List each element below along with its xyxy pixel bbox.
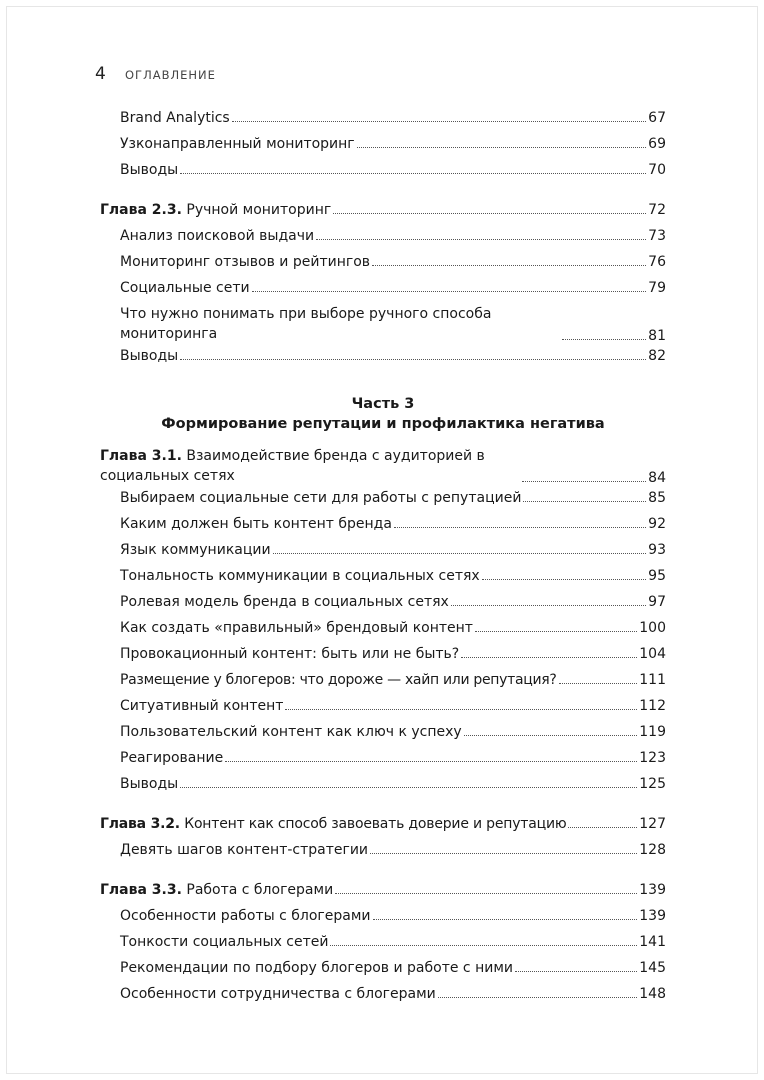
toc-entry-page: 85: [648, 490, 666, 506]
toc-entry-page: 139: [639, 882, 666, 898]
toc-entry[interactable]: [120, 620, 666, 640]
toc-entry-title: Девять шагов контент-стратегии: [120, 842, 369, 858]
toc-entry-title: Выводы: [120, 348, 179, 364]
toc-entry-page: 81: [648, 328, 666, 344]
toc-entry-title: Реагирование: [120, 750, 224, 766]
toc-entry-page: 119: [639, 724, 666, 740]
toc-entry[interactable]: [120, 594, 666, 614]
leader-dots: [394, 527, 646, 528]
toc-entry[interactable]: [120, 280, 666, 300]
leader-dots: [180, 173, 646, 174]
toc-entry-title: Что нужно понимать при выборе ручного способа мониторинга: [120, 306, 492, 342]
chapter-title: Работа с блогерами: [186, 882, 334, 898]
toc-entry[interactable]: [120, 986, 666, 1006]
leader-dots: [273, 553, 647, 554]
leader-dots: [451, 605, 646, 606]
toc-entry[interactable]: [120, 254, 666, 274]
chapter-number: Глава 2.3.: [100, 202, 182, 218]
toc-entry[interactable]: [120, 724, 666, 744]
leader-dots: [568, 827, 637, 828]
leader-dots: [370, 853, 637, 854]
leader-dots: [559, 683, 638, 684]
leader-dots: [252, 291, 647, 292]
toc-entry-title: Brand Analytics: [120, 110, 230, 126]
toc-entry[interactable]: [120, 136, 666, 156]
toc-entry[interactable]: [120, 750, 666, 770]
toc-entry-page: 93: [648, 542, 666, 558]
leader-dots: [373, 919, 638, 920]
toc-entry-title: Язык коммуникации: [120, 542, 271, 558]
toc-entry-page: 82: [648, 348, 666, 364]
leader-dots: [523, 501, 646, 502]
toc-entry-title: Пользовательский контент как ключ к успеху: [120, 724, 462, 740]
toc-entry-page: 111: [639, 672, 666, 688]
toc-entry-page: 148: [639, 986, 666, 1002]
toc-entry-title: Выбираем социальные сети для работы с репутацией: [120, 490, 522, 506]
leader-dots: [464, 735, 638, 736]
toc-entry-title: Тональность коммуникации в социальных сетях: [120, 568, 480, 584]
leader-dots: [438, 997, 638, 998]
toc-entry-title: Особенности сотрудничества с блогерами: [120, 986, 436, 1002]
toc-entry-page: 84: [648, 470, 666, 486]
chapter-title: Взаимодействие бренда с аудиторией в социальных сетях: [100, 448, 485, 484]
toc-chapter[interactable]: [100, 446, 666, 486]
toc-entry[interactable]: [120, 516, 666, 536]
leader-dots: [180, 359, 646, 360]
toc-entry[interactable]: [120, 490, 666, 510]
toc-entry-page: 125: [639, 776, 666, 792]
leader-dots: [475, 631, 637, 632]
toc-entry[interactable]: [120, 960, 666, 980]
leader-dots: [357, 147, 647, 148]
toc-entry-page: 104: [639, 646, 666, 662]
toc-entry-page: 72: [648, 202, 666, 218]
page-number: 4: [95, 64, 106, 84]
chapter-title: Контент как способ завоевать доверие и репутацию: [184, 816, 567, 832]
toc-entry[interactable]: [120, 672, 666, 692]
toc-entry[interactable]: [120, 162, 666, 182]
toc-chapter[interactable]: [100, 202, 666, 222]
toc-entry-page: 95: [648, 568, 666, 584]
leader-dots: [522, 481, 646, 482]
chapter-number: Глава 3.2.: [100, 816, 180, 832]
chapter-number: Глава 3.3.: [100, 882, 182, 898]
toc-entry-page: 73: [648, 228, 666, 244]
leader-dots: [335, 893, 637, 894]
leader-dots: [461, 657, 637, 658]
chapter-heading: [100, 202, 331, 218]
leader-dots: [285, 709, 637, 710]
toc-entry[interactable]: [120, 908, 666, 928]
toc-entry-title: Тонкости социальных сетей: [120, 934, 329, 950]
toc-entry-title: Выводы: [120, 162, 179, 178]
toc-entry[interactable]: [120, 934, 666, 954]
leader-dots: [372, 265, 646, 266]
toc-entry-page: 92: [648, 516, 666, 532]
toc-entry[interactable]: [120, 542, 666, 562]
toc-entry-page: 76: [648, 254, 666, 270]
toc-chapter[interactable]: [100, 816, 666, 836]
running-head: ОГЛАВЛЕНИЕ: [125, 68, 216, 82]
toc-entry-title: Каким должен быть контент бренда: [120, 516, 392, 532]
toc-entry[interactable]: [120, 228, 666, 248]
toc-entry-page: 123: [639, 750, 666, 766]
toc-entry-title: Ролевая модель бренда в социальных сетях: [120, 594, 449, 610]
part-label: Часть 3: [351, 396, 415, 412]
toc-entry-page: 128: [639, 842, 666, 858]
toc-entry-title: Узконаправленный мониторинг: [120, 136, 355, 152]
toc-entry-title: Особенности работы с блогерами: [120, 908, 371, 924]
toc-entry-title: Размещение у блогеров: что дороже — хайп или репутация?: [120, 672, 557, 688]
chapter-title: Ручной мониторинг: [186, 202, 332, 218]
toc-entry-page: 112: [639, 698, 666, 714]
toc-entry-title: Мониторинг отзывов и рейтингов: [120, 254, 371, 270]
toc-chapter[interactable]: [100, 882, 666, 902]
chapter-heading: [100, 446, 520, 486]
toc-entry-title: Социальные сети: [120, 280, 250, 296]
toc-entry-page: 141: [639, 934, 666, 950]
leader-dots: [330, 945, 637, 946]
toc-entry[interactable]: [120, 842, 666, 862]
chapter-heading: [100, 882, 333, 898]
toc-entry-title: Ситуативный контент: [120, 698, 284, 714]
toc-entry-page: 127: [639, 816, 666, 832]
leader-dots: [562, 339, 646, 340]
toc-entry-title: Анализ поисковой выдачи: [120, 228, 315, 244]
toc-entry-page: 70: [648, 162, 666, 178]
toc-entry-page: 100: [639, 620, 666, 636]
leader-dots: [180, 787, 637, 788]
toc-entry[interactable]: [120, 646, 666, 666]
toc-entry-title: Выводы: [120, 776, 179, 792]
chapter-number: Глава 3.1.: [100, 448, 182, 464]
toc-entry[interactable]: [120, 304, 666, 344]
toc-entry-page: 97: [648, 594, 666, 610]
toc-entry[interactable]: [120, 776, 666, 796]
leader-dots: [316, 239, 646, 240]
part-title: Формирование репутации и профилактика негатива: [161, 416, 605, 432]
toc-entry[interactable]: [120, 698, 666, 718]
chapter-heading: [100, 816, 566, 832]
toc-entry-page: 139: [639, 908, 666, 924]
toc-entry-title: Как создать «правильный» брендовый контент: [120, 620, 473, 636]
leader-dots: [333, 213, 646, 214]
leader-dots: [232, 121, 646, 122]
toc-entry-title: Провокационный контент: быть или не быть?: [120, 646, 460, 662]
leader-dots: [515, 971, 637, 972]
toc-entry[interactable]: [120, 110, 666, 130]
toc-entry-page: 67: [648, 110, 666, 126]
page-header: [95, 64, 216, 84]
leader-dots: [225, 761, 637, 762]
leader-dots: [482, 579, 646, 580]
toc-entry[interactable]: [120, 568, 666, 588]
toc-entry-page: 79: [648, 280, 666, 296]
toc-entry-title: Рекомендации по подбору блогеров и работе с ними: [120, 960, 513, 976]
toc-entry-page: 69: [648, 136, 666, 152]
toc-entry-page: 145: [639, 960, 666, 976]
toc-entry[interactable]: [120, 348, 666, 368]
